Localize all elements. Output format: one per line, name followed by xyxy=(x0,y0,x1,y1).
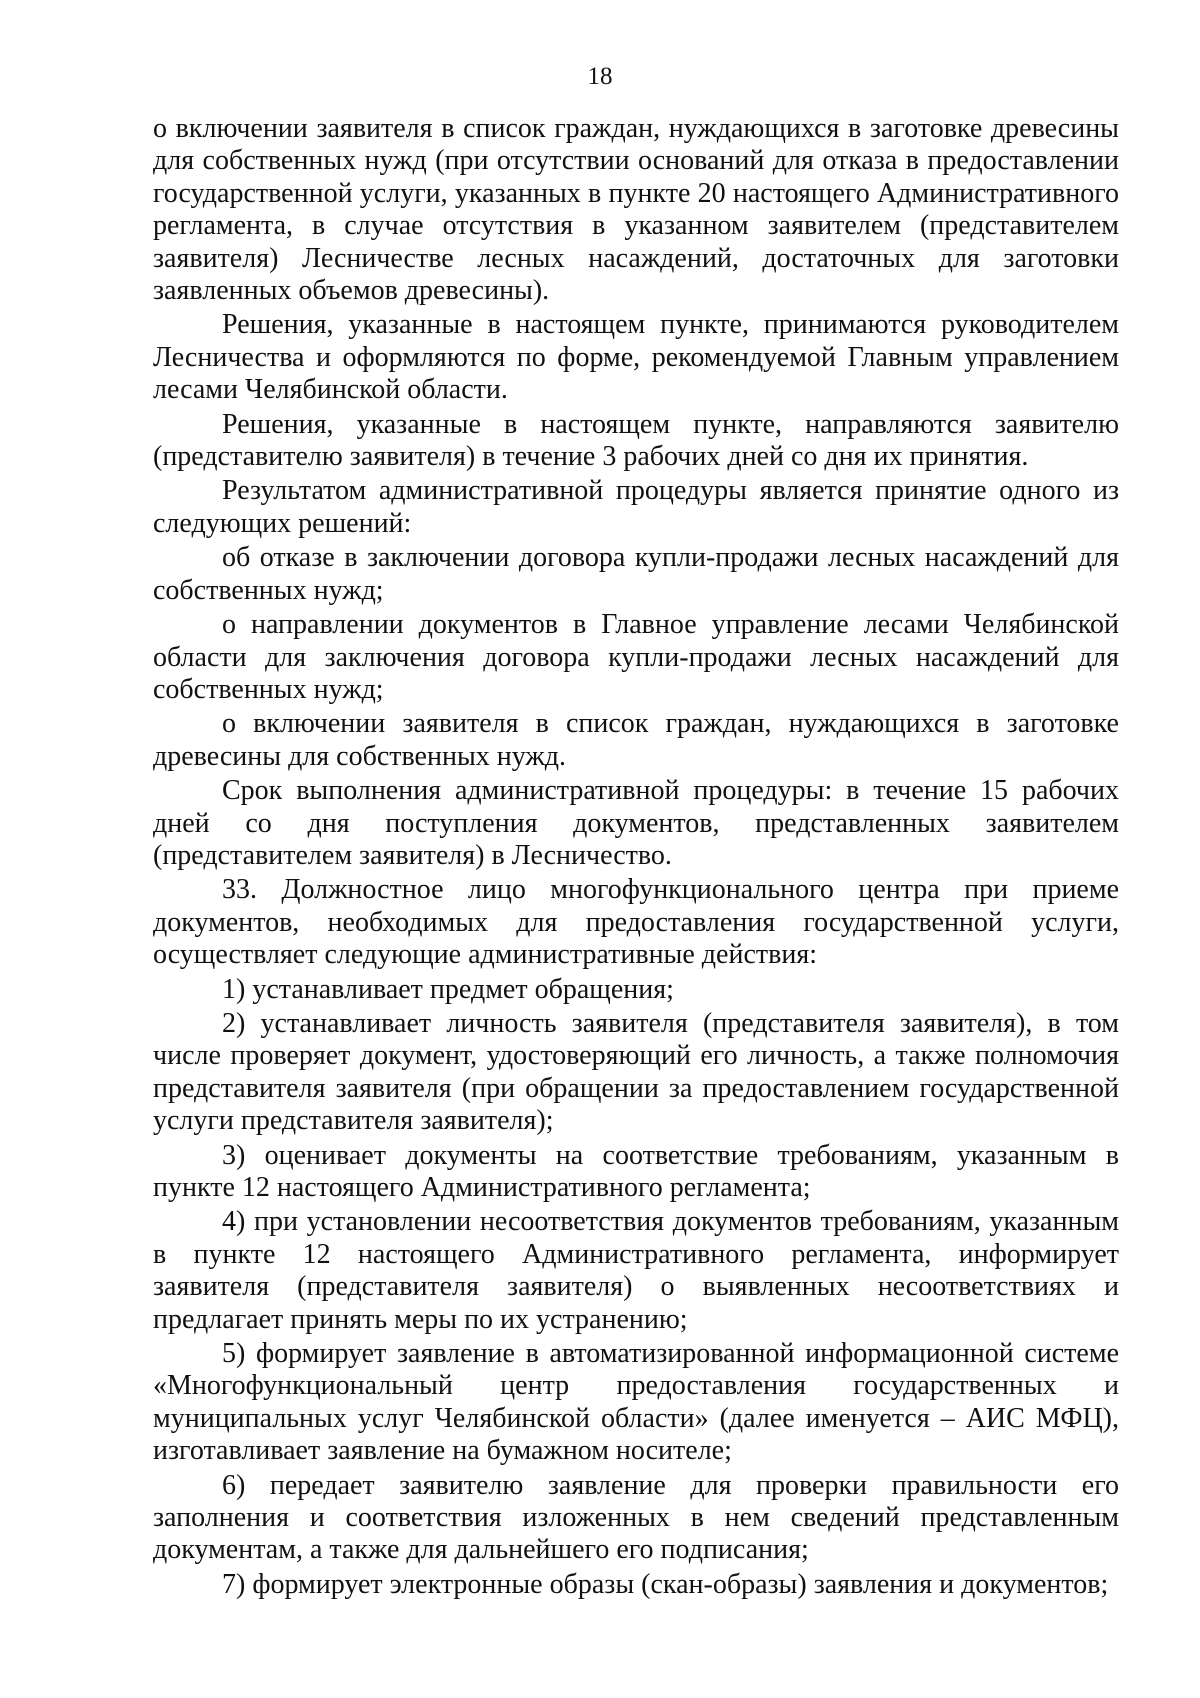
list-item: 1) устанавливает предмет обращения; xyxy=(222,973,674,1005)
paragraph: о направлении документов в Главное управление лесами Челябинской области для заключения договора купли-продажи лесных насаждений для собственных нужд; xyxy=(153,609,1119,705)
paragraph: о включении заявителя в список граждан, нуждающихся в заготовке древесины для собственных нужд. xyxy=(153,708,1119,772)
paragraph: Решения, указанные в настоящем пункте, принимаются руководителем Лесничества и оформляются по форме, рекомендуемой Главным управлением лесами Челябинской области. xyxy=(153,309,1119,406)
list-item: 7) формирует электронные образы (скан-образы) заявления и документов; xyxy=(222,1568,1109,1600)
list-item: 2) устанавливает личность заявителя (представителя заявителя), в том числе проверяет документ, удостоверяющий его личность, а также полномочия представителя заявителя (при обращении за предоставлением государственной услуги представителя заявителя); xyxy=(153,1007,1119,1137)
list-item: 3) оценивает документы на соответствие требованиям, указанным в пункте 12 настоящего Административного регламента; xyxy=(153,1139,1119,1203)
paragraph: Результатом административной процедуры является принятие одного из следующих решений: xyxy=(153,475,1119,539)
paragraph: Решения, указанные в настоящем пункте, направляются заявителю (представителю заявителя) в течение 3 рабочих дней со дня их принятия. xyxy=(153,408,1119,473)
list-item: 6) передает заявителю заявление для проверки правильности его заполнения и соответствия изложенных в нем сведений представленным документам, а также для дальнейшего его подписания; xyxy=(153,1469,1119,1566)
paragraph: об отказе в заключении договора купли-продажи лесных насаждений для собственных нужд; xyxy=(153,542,1119,606)
paragraph: о включении заявителя в список граждан, нуждающихся в заготовке древесины для собственных нужд (при отсутствии оснований для отказа в предоставлении государственной услуги, указанных в пункте 20 настоящего Административного регламента, в случае отсутствия в указанном заявителем (представителем заявителя) Лесничестве лесных насаждений, достаточных для заготовки заявленных объемов древесины). xyxy=(153,113,1119,307)
paragraph: Срок выполнения административной процедуры: в течение 15 рабочих дней со дня поступления документов, представленных заявителем (представителем заявителя) в Лесничество. xyxy=(153,775,1119,871)
document-body xyxy=(153,113,1119,1601)
list-item: 4) при установлении несоответствия документов требованиям, указанным в пункте 12 настоящего Административного регламента, информирует заявителя (представителя заявителя) о выявленных несоответствиях и предлагает принять меры по их устранению; xyxy=(153,1206,1119,1335)
paragraph: 33. Должностное лицо многофункционального центра при приеме документов, необходимых для предоставления государственной услуги, осуществляет следующие административные действия: xyxy=(153,874,1119,971)
page-number: 18 xyxy=(587,63,613,90)
list-item: 5) формирует заявление в автоматизированной информационной системе «Многофункциональный центр предоставления государственных и муниципальных услуг Челябинской области» (далее именуется – АИС МФЦ), изготавливает заявление на бумажном носителе; xyxy=(153,1338,1119,1467)
